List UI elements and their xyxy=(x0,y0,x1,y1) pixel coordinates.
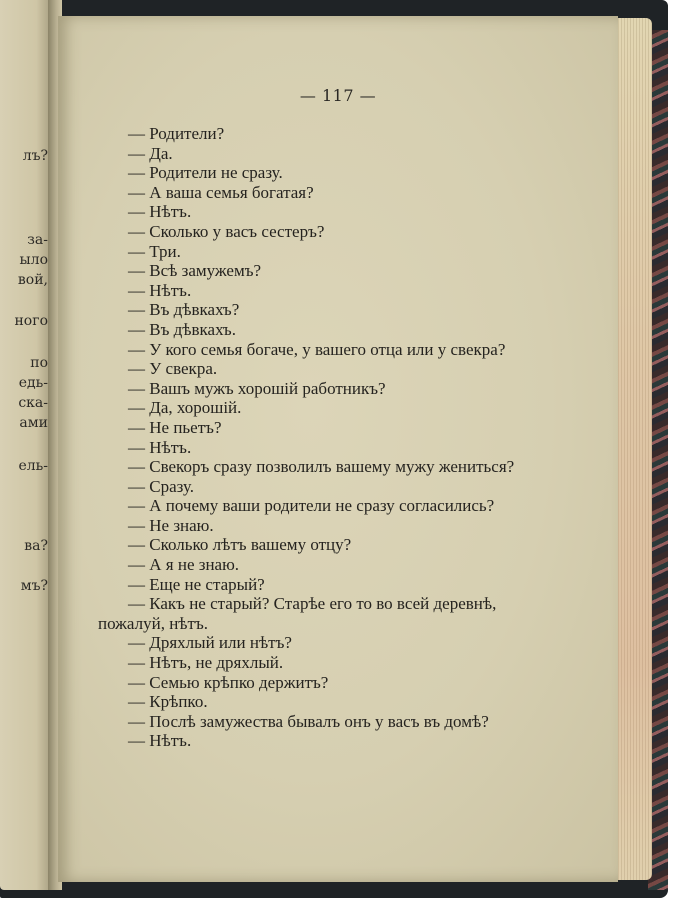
text-line: — Сколько лѣтъ вашему отцу? xyxy=(128,535,352,555)
left-page-fragment: по xyxy=(30,355,48,371)
text-line: — Вашъ мужъ хорошій работникъ? xyxy=(128,378,386,398)
text-line: пожалуй, нѣтъ. xyxy=(98,613,208,633)
text-line: — Въ дѣвкахъ. xyxy=(128,319,236,339)
text-line: — Всѣ замужемъ? xyxy=(128,261,262,281)
text-line: — Какъ не старый? Старѣе его то во всей деревнѣ, xyxy=(128,594,497,614)
left-page-fragment: едь- xyxy=(18,375,48,391)
text-line: — Нѣтъ, не дряхлый. xyxy=(128,653,284,673)
text-line: — А почему ваши родители не сразу согласились? xyxy=(128,496,495,516)
text-line: — Дряхлый или нѣтъ? xyxy=(128,633,292,653)
text-line: — Нѣтъ. xyxy=(128,437,192,457)
text-line: — Семью крѣпко держитъ? xyxy=(128,672,329,692)
text-line: — Да, хорошій. xyxy=(128,398,242,418)
text-line: — Послѣ замужества бывалъ онъ у васъ въ домѣ? xyxy=(128,711,489,731)
text-line: — Сколько у васъ сестеръ? xyxy=(128,221,325,241)
text-line: — А ваша семья богатая? xyxy=(128,182,314,202)
text-line: — Родители? xyxy=(128,124,225,143)
page-edges xyxy=(612,18,652,880)
text-line: — У кого семья богаче, у вашего отца или у свекра? xyxy=(128,339,506,359)
text-line: — Да. xyxy=(128,143,173,163)
right-page xyxy=(58,16,618,882)
left-page-fragment: ного xyxy=(14,313,48,329)
left-page xyxy=(0,0,52,890)
text-line: — Нѣтъ. xyxy=(128,731,192,751)
text-line: — Въ дѣвкахъ? xyxy=(128,300,240,320)
text-line: — Крѣпко. xyxy=(128,692,208,712)
left-page-fragment: ель- xyxy=(18,458,48,474)
left-page-fragment: мъ? xyxy=(20,578,48,594)
left-page-fragment: за- xyxy=(27,232,48,248)
text-line: — Нѣтъ. xyxy=(128,280,192,300)
text-line: — Родители не сразу. xyxy=(128,163,283,183)
text-line: — Еще не старый? xyxy=(128,574,265,594)
left-page-fragment: ами xyxy=(19,415,48,431)
left-page-fragment: ва? xyxy=(24,538,48,554)
left-page-fragment: ыло xyxy=(19,252,48,268)
text-line: — Свекоръ сразу позволилъ вашему мужу жениться? xyxy=(128,457,515,477)
page-number: — 117 — xyxy=(299,86,377,105)
text-line: — Три. xyxy=(128,241,181,261)
text-line: — Не пьетъ? xyxy=(128,417,222,437)
text-line: — А я не знаю. xyxy=(128,555,240,575)
text-line: — У свекра. xyxy=(128,359,218,379)
left-page-fragment: вой, xyxy=(17,272,48,288)
left-page-fragment: ска- xyxy=(18,395,48,411)
text-line: — Сразу. xyxy=(128,476,195,496)
dialogue-text xyxy=(98,124,578,751)
text-line: — Не знаю. xyxy=(128,515,214,535)
left-page-fragment: лъ? xyxy=(22,148,48,164)
text-line: — Нѣтъ. xyxy=(128,202,192,222)
